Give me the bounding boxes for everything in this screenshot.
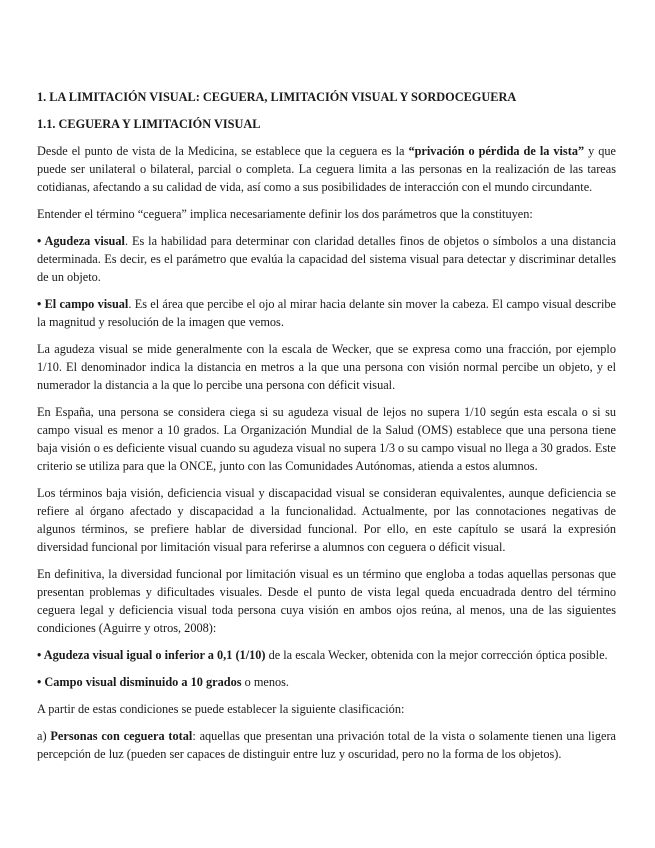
bold-text: • Agudeza visual igual o inferior a 0,1 (1/10) — [37, 648, 266, 662]
document-body — [37, 88, 616, 772]
text: . Es el área que percibe el ojo al mirar hacia delante sin mover la cabeza. El campo visual describe la magnitud y resolución de la imagen que vemos. — [37, 297, 616, 329]
section-heading: 1. LA LIMITACIÓN VISUAL: CEGUERA, LIMITACIÓN VISUAL Y SORDOCEGUERA — [37, 90, 517, 104]
paragraph-terminology: Los términos baja visión, deficiencia visual y discapacidad visual se consideran equivalentes, aunque deficiencia se refiere al órgano afectado y discapacidad a la funcionalidad. Actualmente, por las connotaciones negativas de algunos términos, se prefiere hablar de diversidad funcional. Por ello, en este capítulo se usará la expresión diversidad funcional por limitación visual para referirse a alumnos con ceguera o déficit visual. — [37, 486, 616, 554]
paragraph-visual-acuity — [37, 232, 616, 286]
paragraph-medicine-definition — [37, 142, 616, 196]
text: a) — [37, 729, 51, 743]
text: : aquellas que presentan una privación total de la vista o solamente tienen una ligera percepción de luz (pueden ser capaces de distinguir entre luz y oscuridad, pero no la forma de los objetos). — [37, 729, 616, 761]
bold-text: • Agudeza visual — [37, 234, 125, 248]
text: y que puede ser unilateral o bilateral, parcial o completa. La ceguera limita a las personas en la realización de las tareas cotidianas, afectando a su calidad de vida, así como a sus posibilidades de interacción con el mundo circundante. — [37, 144, 616, 194]
bold-text: Personas con ceguera total — [50, 729, 193, 743]
subsection-heading: 1.1. CEGUERA Y LIMITACIÓN VISUAL — [37, 117, 261, 131]
text: o menos. — [241, 675, 290, 689]
text: Desde el punto de vista de la Medicina, se establece que la ceguera es la — [37, 144, 409, 158]
paragraph-wecker-scale: La agudeza visual se mide generalmente con la escala de Wecker, que se expresa como una fracción, por ejemplo 1/10. El denominador indica la distancia en metros a la que una persona con visión normal percibe un objeto, y el numerador la distancia a la que lo percibe una persona con déficit visual. — [37, 342, 616, 392]
paragraph-condition-acuity — [37, 646, 616, 664]
bold-text: • Campo visual disminuido a 10 grados — [37, 675, 242, 689]
paragraph-condition-field — [37, 673, 616, 691]
text: de la escala Wecker, obtenida con la mejor corrección óptica posible. — [265, 648, 608, 662]
text: . Es la habilidad para determinar con claridad detalles finos de objetos o símbolos a una distancia determinada. Es decir, es el parámetro que evalúa la capacidad del sistema visual para detectar y discriminar detalles de un objeto. — [37, 234, 616, 284]
paragraph-total-blindness — [37, 727, 616, 763]
paragraph-classification-intro: A partir de estas condiciones se puede establecer la siguiente clasificación: — [37, 702, 405, 716]
paragraph-legal-definition: En definitiva, la diversidad funcional por limitación visual es un término que engloba a todas aquellas personas que presentan problemas y dificultades visuales. Desde el punto de vista legal queda encuadrada dentro del término ceguera legal y deficiencia visual toda persona cuya visión en ambos ojos reúna, al menos, una de las siguientes condiciones (Aguirre y otros, 2008): — [37, 567, 616, 635]
bold-text: “privación o pérdida de la vista” — [408, 144, 585, 158]
paragraph-visual-field — [37, 295, 616, 331]
paragraph-spain-criteria: En España, una persona se considera ciega si su agudeza visual de lejos no supera 1/10 según esta escala o si su campo visual es menor a 10 grados. La Organización Mundial de la Salud (OMS) establece que una persona tiene baja visión o es deficiente visual cuando su agudeza visual no supera 1/3 o su campo visual no llega a 30 grados. Este criterio se utiliza para que la ONCE, junto con las Comunidades Autónomas, atienda a estos alumnos. — [37, 405, 616, 473]
paragraph-parameters-intro: Entender el término “ceguera” implica necesariamente definir los dos parámetros que la constituyen: — [37, 207, 533, 221]
bold-text: • El campo visual — [37, 297, 129, 311]
